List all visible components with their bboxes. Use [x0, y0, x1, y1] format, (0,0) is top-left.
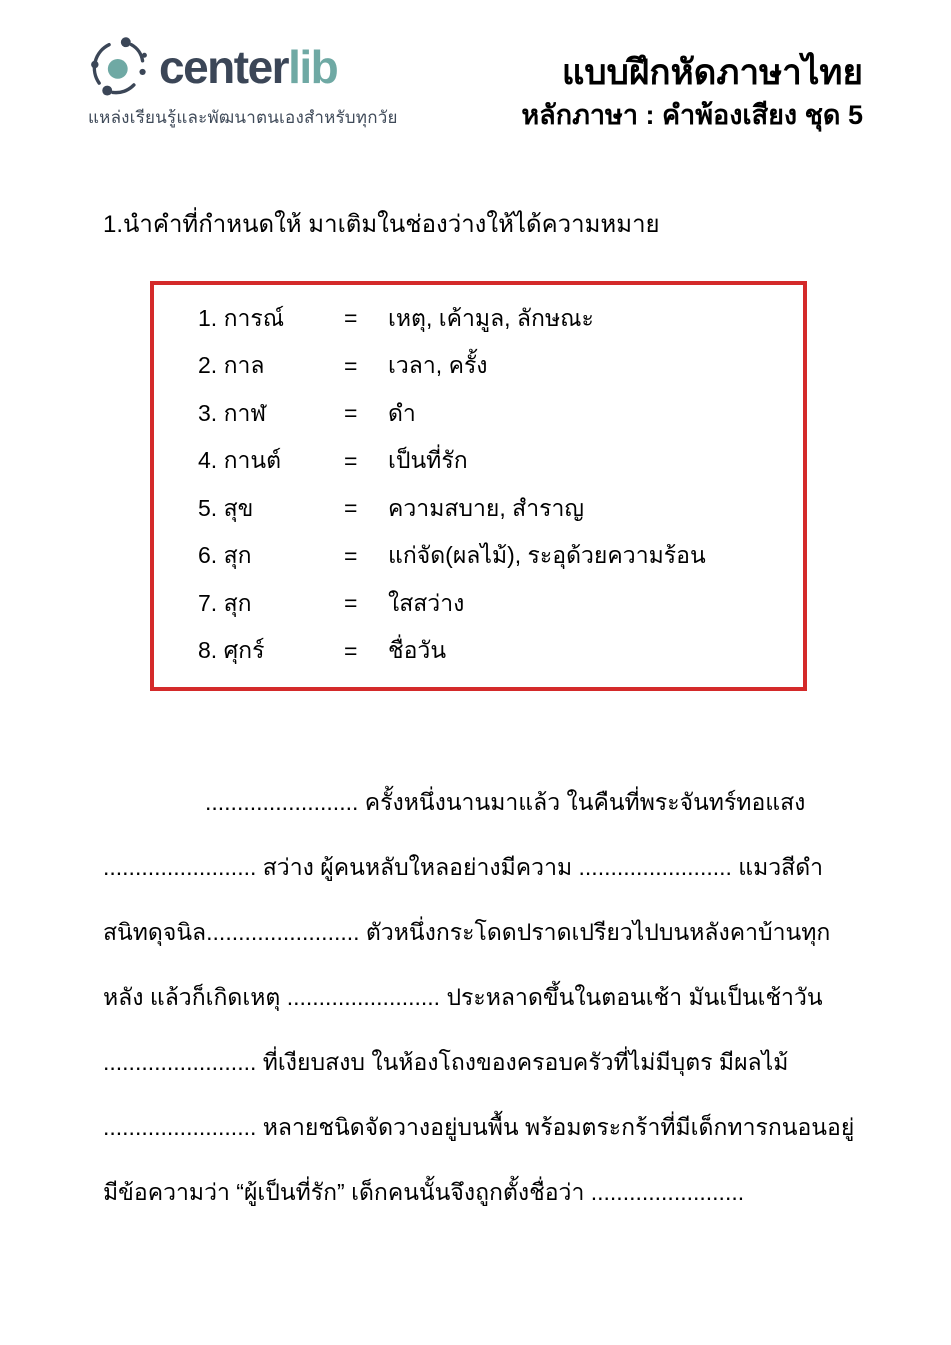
equals-sign: =: [344, 637, 358, 664]
vocab-word: 2. กาล: [198, 352, 265, 379]
equals-sign: =: [344, 495, 358, 522]
vocab-meaning: เป็นที่รัก: [388, 447, 468, 474]
page-title: แบบฝึกหัดภาษาไทย: [561, 53, 863, 92]
passage-line: ........................ ครั้งหนึ่งนานมาแล้ว ในคืนที่พระจันทร์ทอแสง: [205, 789, 806, 815]
vocab-row: [198, 438, 803, 486]
vocab-meaning: เวลา, ครั้ง: [388, 352, 488, 379]
equals-sign: =: [344, 447, 358, 474]
passage-line: ........................ ที่เงียบสงบ ในห้องโถงของครอบครัวที่ไม่มีบุตร มีผลไม้: [103, 1049, 789, 1075]
equals-sign: =: [344, 542, 358, 569]
equals-sign: =: [344, 590, 358, 617]
document-title-block: [521, 52, 863, 131]
vocab-meaning: ใสสว่าง: [388, 589, 465, 616]
vocab-row: [198, 295, 803, 343]
exercise-instruction: 1.นำคำที่กำหนดให้ มาเติมในช่องว่างให้ได้ความหมาย: [103, 211, 660, 238]
vocab-word: 8. ศุกร์: [198, 637, 265, 664]
vocab-row: [198, 580, 803, 628]
vocab-row: [198, 485, 803, 533]
vocab-box: [150, 281, 807, 691]
vocab-meaning: แก่จัด(ผลไม้), ระอุด้วยความร้อน: [388, 542, 706, 569]
brand-wordmark: [159, 41, 338, 93]
vocab-word: 6. สุก: [198, 542, 252, 569]
vocab-word: 3. กาฬ: [198, 399, 267, 426]
passage-line: หลัง แล้วก็เกิดเหตุ ........................ ประหลาดขึ้นในตอนเช้า มันเป็นเช้าวัน: [103, 984, 823, 1010]
brand-primary-text: center: [159, 41, 289, 93]
equals-sign: =: [344, 305, 358, 332]
brand-tagline: แหล่งเรียนรู้และพัฒนาตนเองสำหรับทุกวัย: [88, 108, 398, 127]
vocab-meaning: ความสบาย, สำราญ: [388, 494, 585, 521]
vocab-meaning: เหตุ, เค้ามูล, ลักษณะ: [388, 304, 594, 331]
orbit-dots-icon: [88, 36, 150, 98]
page-subtitle: หลักภาษา : คำพ้องเสียง ชุด 5: [521, 100, 863, 130]
passage-line: ........................ หลายชนิดจัดวางอยู่บนพื้น พร้อมตระกร้าที่มีเด็กทารกนอนอยู่: [103, 1114, 855, 1140]
vocab-word: 7. สุก: [198, 589, 252, 616]
passage-line: มีข้อความว่า “ผู้เป็นที่รัก” เด็กคนนั้นจึงถูกตั้งชื่อว่า ........................: [103, 1179, 745, 1205]
passage-line: ........................ สว่าง ผู้คนหลับใหลอย่างมีความ ........................ แมวสีดำ: [103, 854, 824, 880]
centerlib-logo: [88, 36, 398, 131]
passage-line: สนิทดุจนิล........................ ตัวหนึ่งกระโดดปราดเปรียวไปบนหลังคาบ้านทุก: [103, 919, 831, 945]
equals-sign: =: [344, 400, 358, 427]
brand-accent-text: lib: [288, 41, 338, 93]
vocab-meaning: ดำ: [388, 399, 416, 426]
vocab-word: 1. การณ์: [198, 304, 285, 331]
equals-sign: =: [344, 352, 358, 379]
vocab-word: 5. สุข: [198, 494, 254, 521]
vocab-row: [198, 390, 803, 438]
vocab-row: [198, 343, 803, 391]
vocab-row: [198, 533, 803, 581]
vocab-meaning: ชื่อวัน: [388, 637, 447, 664]
vocab-row: [198, 628, 803, 676]
vocab-word: 4. กานต์: [198, 447, 282, 474]
fill-in-passage: [103, 770, 863, 1225]
